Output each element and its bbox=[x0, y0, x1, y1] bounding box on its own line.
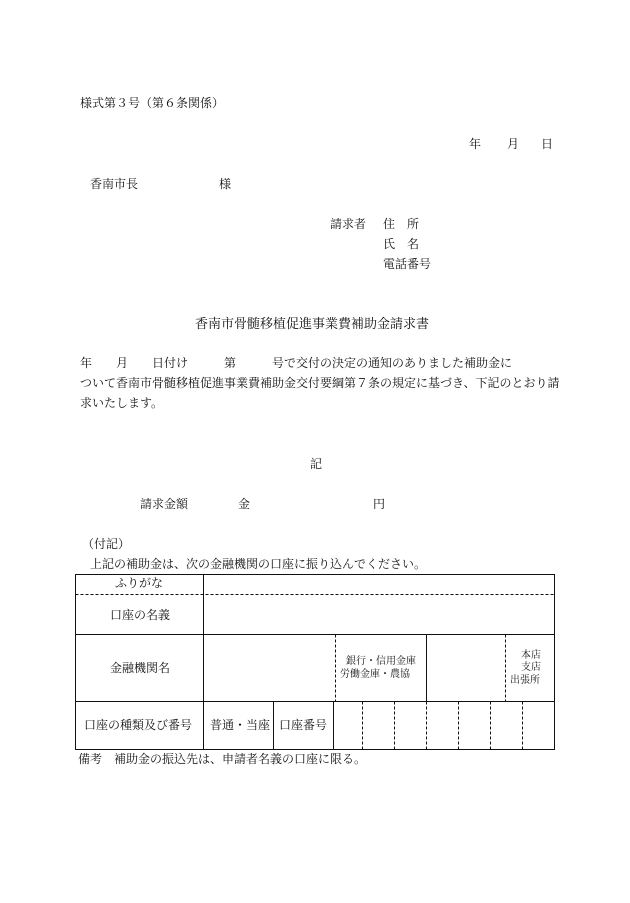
remarks: 備考 補助金の振込先は、申請者名義の口座に限る。 bbox=[78, 752, 367, 766]
body-text-line-3: 求いたします。 bbox=[80, 396, 164, 410]
date-day-label: 日 bbox=[541, 137, 554, 151]
yen-label: 円 bbox=[373, 497, 386, 511]
addressee-name: 香南市長 bbox=[90, 177, 139, 191]
branch-type-branch: 支店 bbox=[521, 662, 541, 673]
name-label: 氏 名 bbox=[383, 237, 420, 251]
branch-type-main: 本店 bbox=[521, 650, 541, 661]
ki-heading: 記 bbox=[310, 457, 323, 471]
account-type-options: 普通・当座 bbox=[210, 718, 271, 732]
body-text-line-1: 年 月 日付け 第 号で交付の決定の通知のありました補助金に bbox=[80, 356, 513, 370]
date-month-label: 月 bbox=[507, 137, 520, 151]
phone-label: 電話番号 bbox=[383, 257, 432, 271]
addressee-honorific: 様 bbox=[219, 177, 232, 191]
branch-type-sub-office: 出張所 bbox=[510, 675, 540, 686]
account-holder-label: 口座の名義 bbox=[110, 608, 171, 622]
transfer-note: 上記の補助金は、次の金融機関の口座に振り込んでください。 bbox=[90, 557, 427, 571]
bank-types-line-1: 銀行・信用金庫 bbox=[346, 656, 416, 667]
bank-types-line-2: 労働金庫・農協 bbox=[340, 669, 410, 680]
date-year-label: 年 bbox=[469, 137, 482, 151]
furigana-label: ふりがな bbox=[115, 576, 164, 590]
address-label: 住 所 bbox=[383, 217, 420, 231]
form-number: 様式第３号（第６条関係） bbox=[80, 96, 225, 110]
claimant-label: 請求者 bbox=[330, 217, 367, 231]
account-type-label: 口座の種類及び番号 bbox=[84, 718, 193, 732]
kin-label: 金 bbox=[238, 497, 251, 511]
claim-amount-label: 請求金額 bbox=[140, 497, 189, 511]
document-title: 香南市骨髄移植促進事業費補助金請求書 bbox=[195, 317, 430, 332]
body-text-line-2: ついて香南市骨髄移植促進事業費補助金交付要綱第７条の規定に基づき、下記のとおり請 bbox=[80, 376, 560, 390]
appendix-label: （付記） bbox=[82, 537, 131, 551]
financial-institution-label: 金融機関名 bbox=[110, 661, 171, 675]
account-number-label: 口座番号 bbox=[279, 718, 328, 732]
